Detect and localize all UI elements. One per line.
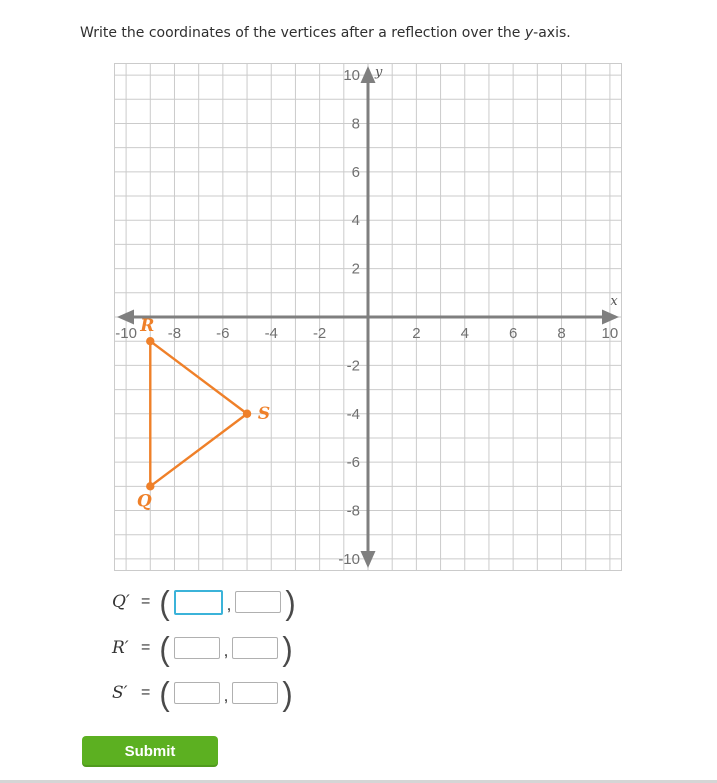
x-tick-label: 6 (508, 325, 518, 342)
equals-sign: = (141, 593, 151, 610)
open-paren: ( (159, 674, 170, 712)
vertex-point-S (243, 410, 251, 418)
vertex-label-S: S (257, 403, 271, 424)
y-tick-label: -10 (338, 550, 360, 568)
graph-svg (114, 63, 622, 571)
s-prime-label: S′ (112, 683, 128, 703)
x-tick-label: 10 (601, 325, 619, 342)
s-prime-y-input[interactable] (232, 682, 278, 704)
y-tick-label: -8 (346, 502, 360, 520)
x-axis-label: x (610, 294, 618, 309)
submit-button[interactable]: Submit (82, 736, 218, 767)
r-prime-y-input[interactable] (232, 637, 278, 659)
answer-row-q-prime (112, 583, 296, 621)
y-tick-label: 10 (343, 67, 360, 85)
close-paren: ) (285, 583, 296, 621)
x-tick-label: -10 (115, 325, 137, 342)
x-tick-label: -2 (312, 325, 327, 342)
vertex-label-R: R (140, 316, 155, 337)
q-prime-label: Q′ (112, 592, 130, 612)
question-prompt (80, 25, 680, 41)
vertex-point-Q (146, 482, 154, 490)
y-axis-down-arrow-icon (361, 551, 376, 568)
q-prime-x-input[interactable] (174, 590, 223, 615)
open-paren: ( (159, 629, 170, 667)
comma-separator: , (226, 595, 232, 614)
x-tick-label: 8 (557, 325, 566, 342)
y-axis-label: y (375, 65, 383, 80)
x-axis-right-arrow-icon (602, 310, 619, 325)
close-paren: ) (282, 629, 293, 667)
prompt-text-after: -axis. (533, 25, 571, 41)
equals-sign: = (141, 684, 151, 701)
s-prime-x-input[interactable] (174, 682, 220, 704)
r-prime-label: R′ (112, 638, 129, 658)
equals-sign: = (141, 639, 151, 656)
x-axis-left-arrow-icon (117, 310, 134, 325)
y-tick-label: -2 (346, 357, 360, 375)
prompt-text-before: Write the coordinates of the vertices after a reflection over the (80, 25, 525, 41)
q-prime-y-input[interactable] (235, 591, 281, 613)
r-prime-x-input[interactable] (174, 637, 220, 659)
open-paren: ( (159, 583, 170, 621)
vertex-point-R (146, 337, 154, 345)
comma-separator: , (223, 641, 229, 660)
y-tick-label: 4 (351, 212, 360, 230)
close-paren: ) (282, 674, 293, 712)
y-axis-up-arrow-icon (361, 66, 376, 83)
comma-separator: , (223, 686, 229, 705)
x-tick-label: -8 (167, 325, 182, 342)
y-tick-label: 2 (351, 260, 360, 278)
answer-row-r-prime (112, 629, 293, 667)
coordinate-plane (114, 63, 622, 571)
y-tick-label: -4 (346, 405, 360, 423)
y-tick-label: 6 (351, 163, 360, 181)
vertex-label-Q: Q (136, 491, 152, 512)
x-tick-label: -6 (216, 325, 230, 342)
x-tick-label: 4 (460, 325, 469, 342)
prompt-variable-y: y (524, 25, 534, 41)
x-tick-label: 2 (412, 325, 421, 342)
x-tick-label: -4 (264, 325, 278, 342)
y-tick-label: -6 (346, 454, 360, 472)
y-tick-label: 8 (351, 115, 360, 133)
answer-row-s-prime (112, 674, 293, 712)
